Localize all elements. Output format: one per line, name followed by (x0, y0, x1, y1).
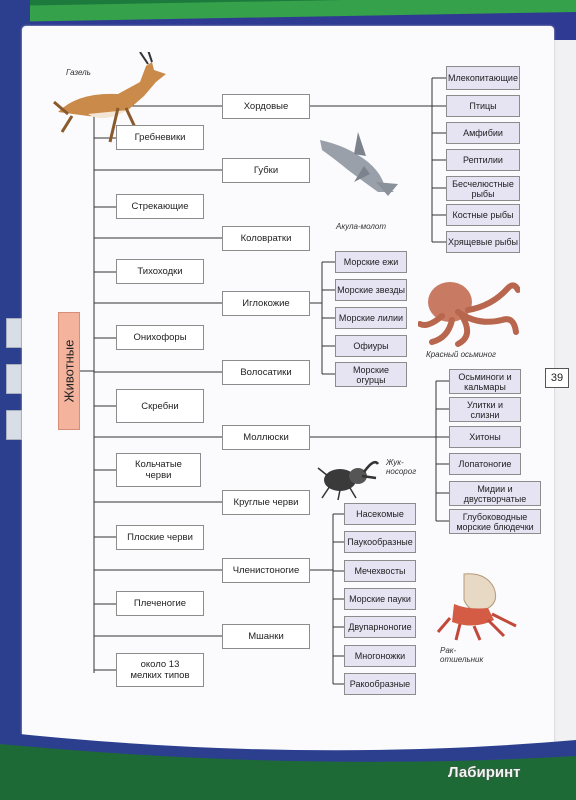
left-node: Плоские черви (116, 525, 204, 550)
leaf-arthropod: Многоножки (344, 645, 416, 667)
logo-text: Лабиринт (448, 764, 521, 781)
left-node: Плеченогие (116, 591, 204, 616)
hammerhead-shark-illustration (318, 126, 400, 198)
leaf-mollusc: Мидии и двустворчатые (449, 481, 541, 506)
leaf-mollusc: Лопатоногие (449, 453, 521, 475)
right-node: Членистоногие (222, 558, 310, 583)
right-node: Круглые черви (222, 490, 310, 515)
right-node: Иглокожие (222, 291, 310, 316)
hermit-crab-illustration (434, 570, 524, 642)
leaf-echinoderm: Морские огурцы (335, 362, 407, 387)
leaf-arthropod: Двупарноногие (344, 616, 416, 638)
leaf-mollusc: Хитоны (449, 426, 521, 448)
left-node: Скребни (116, 389, 204, 423)
leaf-echinoderm: Морские звезды (335, 279, 407, 301)
leaf-chordata: Костные рыбы (446, 204, 520, 226)
leaf-chordata: Хрящевые рыбы (446, 231, 520, 253)
caption-shark: Акула-молот (336, 222, 387, 231)
caption-crab: Рак-отшельник (440, 646, 484, 664)
right-node: Моллюски (222, 425, 310, 450)
left-node: Гребневики (116, 125, 204, 150)
leaf-chordata: Бесчелюстные рыбы (446, 176, 520, 201)
leaf-mollusc: Улитки и слизни (449, 397, 521, 422)
right-node: Волосатики (222, 360, 310, 385)
leaf-arthropod: Мечехвосты (344, 560, 416, 582)
leaf-echinoderm: Морские ежи (335, 251, 407, 273)
page-number: 39 (545, 368, 569, 388)
leaf-arthropod: Паукообразные (344, 531, 416, 553)
right-node: Хордовые (222, 94, 310, 119)
leaf-chordata: Млекопитающие (446, 66, 520, 90)
left-node: Онихофоры (116, 325, 204, 350)
rhinoceros-beetle-illustration (316, 454, 382, 500)
root-label: Животные (61, 339, 77, 403)
leaf-chordata: Рептилии (446, 149, 520, 171)
right-node: Губки (222, 158, 310, 183)
leaf-mollusc: Осьминоги и кальмары (449, 369, 521, 394)
leaf-arthropod: Ракообразные (344, 673, 416, 695)
root-node (58, 312, 80, 430)
caption-beetle: Жук-носорог (386, 458, 417, 476)
red-octopus-illustration (418, 276, 520, 348)
caption-octopus: Красный осьминог (426, 350, 496, 359)
left-node: Стрекающие (116, 194, 204, 219)
leaf-arthropod: Насекомые (344, 503, 416, 525)
caption-gazelle: Газель (66, 68, 91, 77)
leaf-arthropod: Морские пауки (344, 588, 416, 610)
left-node: Кольчатые черви (116, 453, 201, 487)
right-node: Мшанки (222, 624, 310, 649)
leaf-mollusc: Глубоководные морские блюдечки (449, 509, 541, 534)
leaf-echinoderm: Офиуры (335, 335, 407, 357)
left-node: Тихоходки (116, 259, 204, 284)
leaf-chordata: Птицы (446, 95, 520, 117)
leaf-chordata: Амфибии (446, 122, 520, 144)
leaf-echinoderm: Морские лилии (335, 307, 407, 329)
right-node: Коловратки (222, 226, 310, 251)
left-node: около 13 мелких типов (116, 653, 204, 687)
